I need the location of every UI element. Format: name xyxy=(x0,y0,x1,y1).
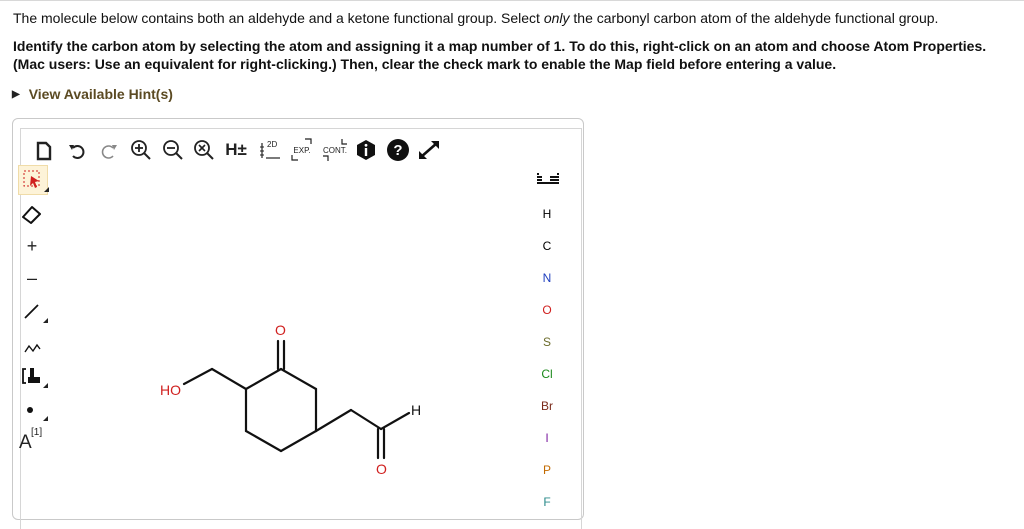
redo-button[interactable] xyxy=(98,140,120,162)
contract-abbreviations-button[interactable] xyxy=(320,137,350,163)
contract-label: CONT. xyxy=(323,145,347,155)
single-bond-icon xyxy=(22,301,42,321)
zoom-out-icon xyxy=(162,139,184,161)
atom-map-letter: A xyxy=(19,432,32,453)
info-icon xyxy=(355,139,377,161)
info-button[interactable] xyxy=(355,139,377,161)
submenu-corner-icon xyxy=(43,383,48,388)
atom-button-f[interactable]: F xyxy=(543,495,551,509)
instructions xyxy=(13,37,1013,73)
redo-icon xyxy=(99,142,119,160)
atom-map-tool-button[interactable] xyxy=(17,426,51,454)
atom-button-p[interactable]: P xyxy=(542,463,551,477)
atom-button-s[interactable]: S xyxy=(542,335,551,349)
clean-2d-button[interactable] xyxy=(258,139,282,161)
atom-button-br[interactable]: Br xyxy=(541,399,553,413)
view-hints-toggle[interactable] xyxy=(12,86,173,102)
template-tool-button[interactable] xyxy=(18,362,46,390)
submenu-corner-icon xyxy=(44,187,49,192)
periodic-table-icon xyxy=(536,172,560,186)
question-text xyxy=(13,10,938,26)
help-button[interactable] xyxy=(386,138,410,162)
radical-dot-icon xyxy=(22,399,42,419)
radical-tool-button[interactable] xyxy=(18,395,46,423)
aldehyde-oxygen-label[interactable]: O xyxy=(376,461,387,477)
atom-button-o[interactable]: O xyxy=(542,303,552,317)
question-prefix: The molecule below contains both an aldehyde and a ketone functional group. Select xyxy=(13,10,544,26)
fullscreen-icon xyxy=(416,138,442,162)
charge-minus-button[interactable]: – xyxy=(26,267,37,288)
top-divider xyxy=(0,0,1024,1)
bond-tool-button[interactable] xyxy=(18,297,46,325)
clean-2d-label: 2D xyxy=(267,140,278,149)
bracket-template-icon xyxy=(21,365,43,387)
fullscreen-button[interactable] xyxy=(416,138,442,162)
expand-abbreviations-button[interactable] xyxy=(289,137,315,163)
view-hints-label: View Available Hint(s) xyxy=(28,86,173,102)
aldehyde-hydrogen-label[interactable]: H xyxy=(411,402,422,418)
add-hydrogens-button[interactable]: H± xyxy=(225,140,247,159)
ketone-oxygen-label[interactable]: O xyxy=(275,322,286,338)
new-document-button[interactable] xyxy=(33,140,55,162)
zoom-reset-icon xyxy=(193,139,215,161)
zoom-in-icon xyxy=(130,139,152,161)
atom-map-number: [1] xyxy=(31,427,43,438)
atom-button-cl[interactable]: Cl xyxy=(541,367,553,381)
atom-button-i[interactable]: I xyxy=(545,431,549,445)
new-document-icon xyxy=(35,141,53,161)
select-tool-button[interactable] xyxy=(18,165,48,195)
periodic-table-button[interactable] xyxy=(536,171,560,187)
zoom-in-button[interactable] xyxy=(129,138,153,162)
atom-button-h[interactable]: H xyxy=(542,207,552,221)
undo-icon xyxy=(67,142,87,160)
help-icon xyxy=(386,138,410,162)
expand-triangle-icon: ▶ xyxy=(12,88,20,100)
chain-icon xyxy=(22,336,42,356)
erase-tool-button[interactable] xyxy=(18,200,46,228)
submenu-corner-icon xyxy=(43,318,48,323)
submenu-corner-icon xyxy=(43,416,48,421)
question-emphasis: only xyxy=(543,10,570,26)
zoom-out-button[interactable] xyxy=(161,138,185,162)
chain-tool-button[interactable] xyxy=(18,332,46,360)
instructions-line-2: (Mac users: Use an equivalent for right-clicking.) Then, clear the check mark to enable the Map field before entering a value. xyxy=(13,56,837,72)
zoom-reset-button[interactable] xyxy=(192,138,216,162)
instructions-line-1: Identify the carbon atom by selecting the atom and assigning it a map number of 1. To do this, right-click on an atom and choose Atom Properties. xyxy=(13,38,987,54)
svg-text:?: ? xyxy=(393,142,403,159)
atom-button-n[interactable]: N xyxy=(542,271,552,285)
editor-canvas-frame[interactable] xyxy=(20,128,582,529)
undo-button[interactable] xyxy=(66,140,88,162)
expand-bracket-icon xyxy=(289,137,315,163)
expand-label: EXP. xyxy=(293,145,311,155)
charge-plus-button[interactable]: + xyxy=(26,235,38,256)
question-suffix: the carbonyl carbon atom of the aldehyde functional group. xyxy=(569,10,939,26)
eraser-icon xyxy=(20,204,44,224)
atom-button-c[interactable]: C xyxy=(542,239,552,253)
hydroxyl-label[interactable]: HO xyxy=(160,382,181,398)
contract-bracket-icon xyxy=(320,137,350,163)
lasso-select-icon xyxy=(22,169,44,191)
molecule-editor xyxy=(12,118,584,520)
